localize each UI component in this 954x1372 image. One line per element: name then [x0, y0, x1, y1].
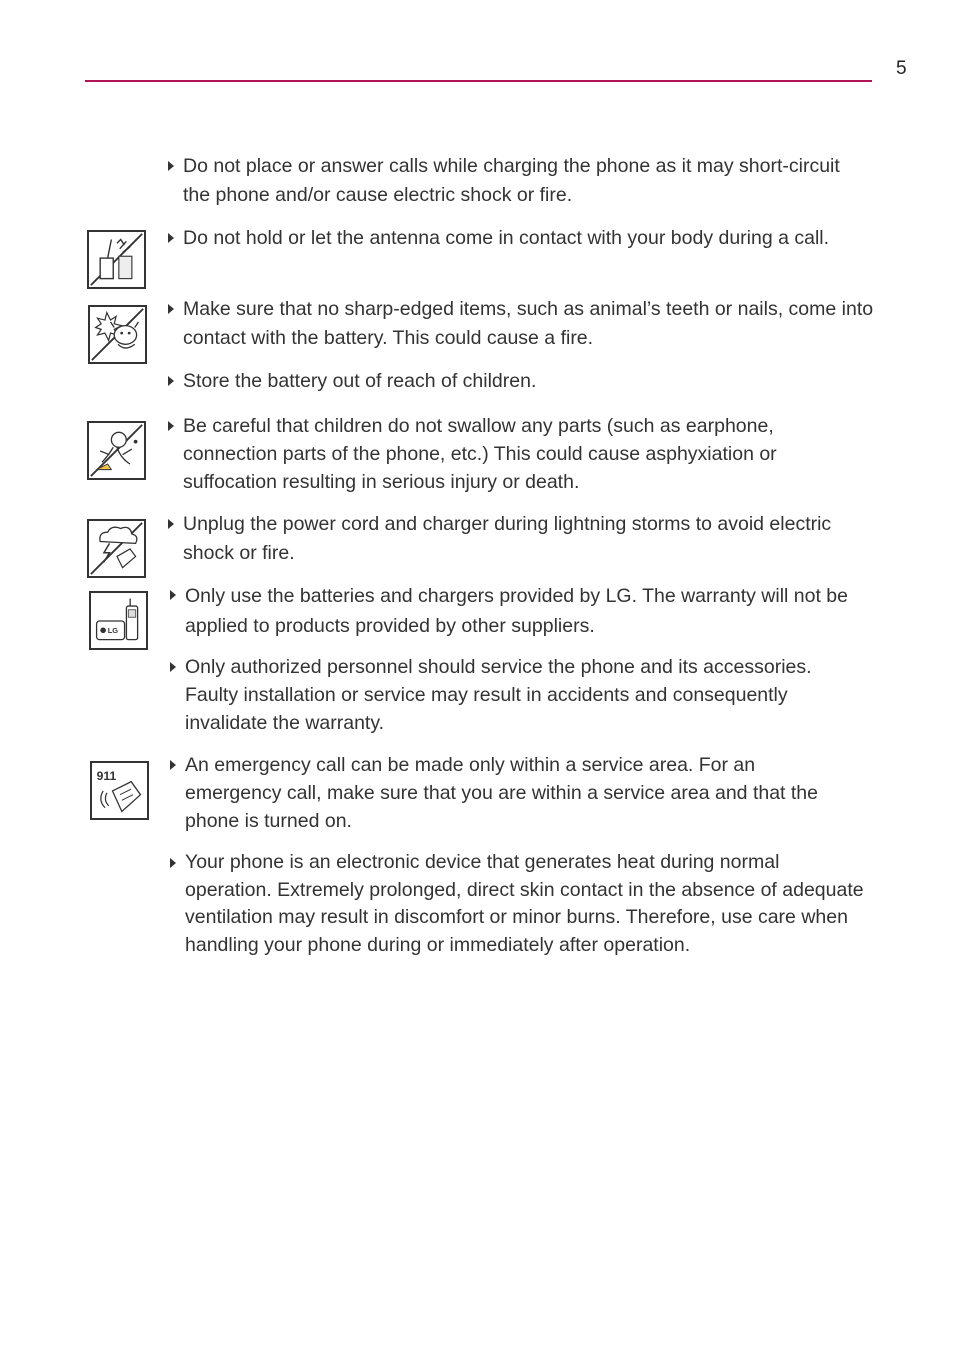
bullet-item — [183, 367, 863, 396]
bullet-arrow-icon — [168, 376, 174, 386]
header-rule — [85, 80, 872, 82]
antenna-contact-icon — [87, 230, 146, 289]
svg-text:911: 911 — [96, 768, 117, 783]
bullet-text: Only use the batteries and chargers provided by LG. The warranty will not be applied to products provided by other suppliers. — [185, 585, 848, 637]
bullet-text: Your phone is an electronic device that generates heat during normal operation. Extremely prolonged, direct skin contact in the absence of adequate ventilation may result in discomfort or minor burns. Therefore, use care when handling your phone during or immediately after operation. — [185, 851, 864, 956]
page-number: 5 — [896, 58, 907, 79]
bullet-arrow-icon — [168, 421, 174, 431]
bullet-arrow-icon — [168, 161, 174, 171]
svg-text:LG: LG — [107, 626, 119, 636]
bullet-item — [183, 152, 863, 209]
child-swallow-parts-icon — [87, 421, 146, 480]
bullet-arrow-icon — [168, 304, 174, 314]
bullet-text: Do not place or answer calls while charging the phone as it may short-circuit the phone and/or cause electric shock or fire. — [183, 155, 840, 206]
bullet-text: Store the battery out of reach of children. — [183, 370, 537, 392]
bullet-arrow-icon — [170, 760, 176, 770]
emergency-911-icon — [90, 761, 149, 820]
bullet-arrow-icon — [170, 858, 176, 868]
bullet-text: Unplug the power cord and charger during lightning storms to avoid electric shock or fire. — [183, 513, 832, 564]
bullet-text: Do not hold or let the antenna come in contact with your body during a call. — [183, 227, 830, 249]
animal-bite-battery-icon — [88, 305, 147, 364]
bullet-item — [185, 653, 855, 737]
bullet-arrow-icon — [170, 662, 176, 672]
bullet-item — [185, 849, 865, 959]
bullet-arrow-icon — [168, 519, 174, 529]
bullet-arrow-icon — [168, 233, 174, 243]
bullet-arrow-icon — [170, 590, 176, 600]
bullet-item — [185, 751, 855, 835]
bullet-text: Be careful that children do not swallow any parts (such as earphone, connection parts of the phone, etc.) This could cause asphyxiation or suffocation resulting in serious injury or death. — [183, 415, 777, 493]
bullet-item — [183, 412, 823, 496]
bullet-text: Make sure that no sharp-edged items, such as animal’s teeth or nails, come into contact with the battery. This could cause a fire. — [183, 298, 874, 349]
bullet-item — [183, 510, 883, 567]
bullet-item — [183, 295, 883, 352]
bullet-item — [183, 224, 903, 253]
bullet-text: An emergency call can be made only within a service area. For an emergency call, make sure that you are within a service area and that the phone is turned on. — [185, 754, 818, 832]
bullet-text: Only authorized personnel should service the phone and its accessories. Faulty installation or service may result in accidents and consequently invalidate the warranty. — [185, 656, 812, 734]
lg-battery-charger-icon — [89, 591, 148, 650]
lightning-storm-icon — [87, 519, 146, 578]
bullet-item — [185, 581, 865, 641]
